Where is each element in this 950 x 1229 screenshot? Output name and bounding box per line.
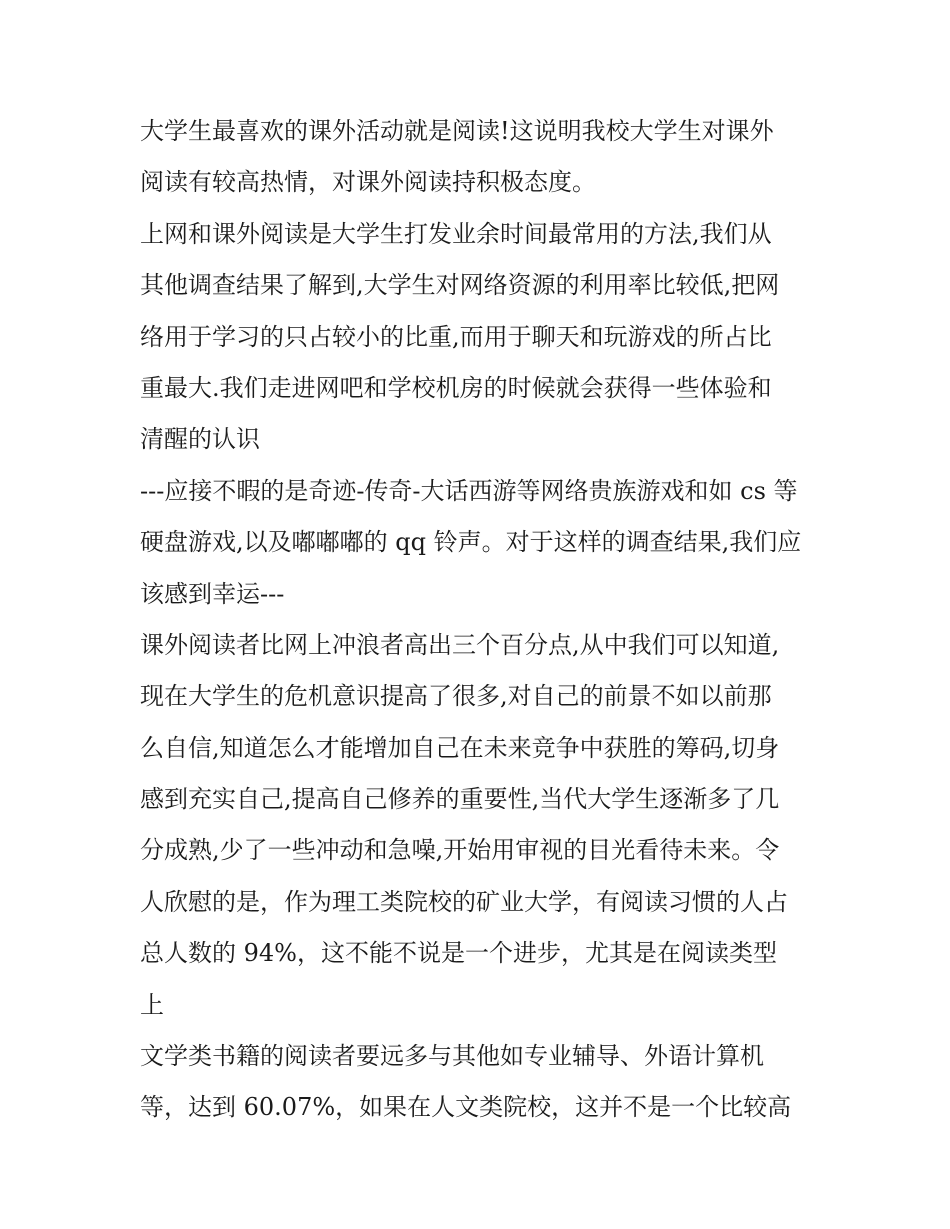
body-text <box>140 106 820 1134</box>
text-line: 络用于学习的只占较小的比重,而用于聊天和玩游戏的所占比 <box>140 322 772 351</box>
text-line: 等，达到 60.07%，如果在人文类院校，这并不是一个比较高 <box>140 1093 792 1122</box>
text-line: 人欣慰的是，作为理工类院校的矿业大学，有阅读习惯的人占 <box>140 887 788 916</box>
text-line: 课外阅读者比网上冲浪者高出三个百分点,从中我们可以知道, <box>140 630 780 659</box>
text-line: 上网和课外阅读是大学生打发业余时间最常用的方法,我们从 <box>140 219 772 248</box>
text-line: 阅读有较高热情，对课外阅读持积极态度。 <box>140 168 596 197</box>
text-line: 大学生最喜欢的课外活动就是阅读!这说明我校大学生对课外 <box>140 117 774 145</box>
text-line: 文学类书籍的阅读者要远多与其他如专业辅导、外语计算机 <box>140 1042 764 1071</box>
text-line: 感到充实自己,提高自己修养的重要性,当代大学生逐渐多了几 <box>140 785 780 814</box>
text-line: 么自信,知道怎么才能增加自己在未来竞争中获胜的筹码,切身 <box>140 733 780 762</box>
text-line: 重最大.我们走进网吧和学校机房的时候就会获得一些体验和 <box>140 373 772 402</box>
text-line: 该感到幸运--- <box>140 579 285 608</box>
text-line: 现在大学生的危机意识提高了很多,对自己的前景不如以前那 <box>140 682 772 711</box>
text-line: 上 <box>140 990 164 1019</box>
text-line: 其他调查结果了解到,大学生对网络资源的利用率比较低,把网 <box>140 271 780 300</box>
text-line: 总人数的 94%，这不能不说是一个进步，尤其是在阅读类型 <box>140 939 777 968</box>
text-line: ---应接不暇的是奇迹-传奇-大话西游等网络贵族游戏和如 cs 等 <box>140 476 798 505</box>
text-line: 分成熟,少了一些冲动和急噪,开始用审视的目光看待未来。令 <box>140 836 780 865</box>
text-line: 清醒的认识 <box>140 425 260 454</box>
text-line: 硬盘游戏,以及嘟嘟嘟的 qq 铃声。对于这样的调查结果,我们应 <box>140 528 802 557</box>
